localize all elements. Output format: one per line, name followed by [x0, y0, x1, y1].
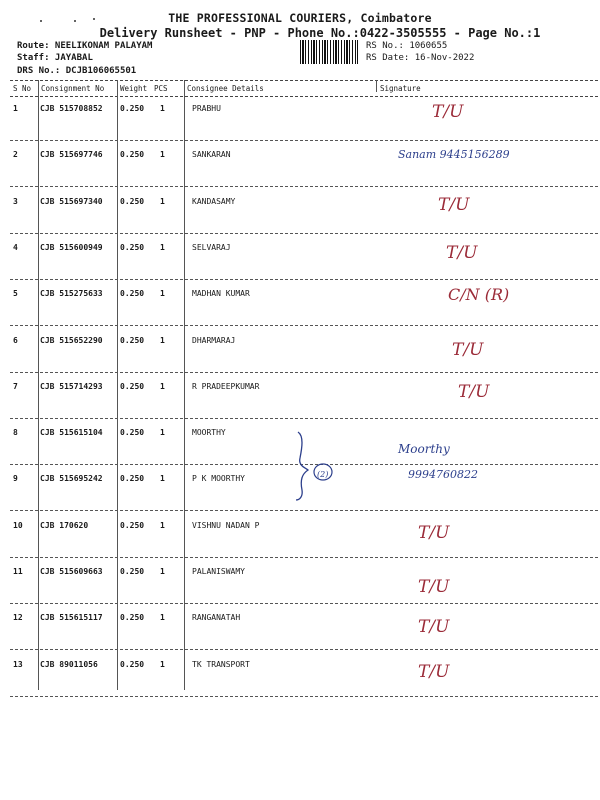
- row-sno: 4: [13, 242, 18, 252]
- row-signature: T/U: [418, 661, 450, 682]
- bracket-note: (2): [317, 470, 329, 479]
- row-separator: [10, 418, 598, 419]
- row-weight: 0.250: [120, 150, 145, 160]
- speck: [40, 20, 42, 22]
- speck: [93, 18, 95, 20]
- row-consignee: R PRADEEPKUMAR: [192, 381, 260, 391]
- row-signature: Moorthy: [398, 442, 450, 457]
- row-pcs: 1: [160, 428, 165, 438]
- row-consignment-no: CJB 515609663: [40, 567, 103, 576]
- row-signature: T/U: [418, 617, 450, 638]
- row-pcs: 1: [160, 520, 165, 530]
- row-sno: 12: [13, 613, 23, 623]
- col-header-consignment: Consignment No: [41, 84, 105, 93]
- row-consignment-no: CJB 515708852: [40, 104, 103, 113]
- speck: [74, 20, 76, 22]
- col-header-consignee: Consignee Details: [187, 84, 264, 93]
- row-pcs: 1: [160, 150, 165, 160]
- rs-date: RS Date: 16-Nov-2022: [366, 53, 475, 63]
- drs-number: DRS No.: DCJB106065501: [17, 66, 137, 76]
- row-sno: 8: [13, 428, 18, 438]
- row-weight: 0.250: [120, 613, 145, 623]
- document-title: THE PROFESSIONAL COURIERS, Coimbatore: [168, 11, 432, 25]
- row-consignment-no: CJB 515695242: [40, 474, 103, 484]
- row-sno: 7: [13, 381, 18, 391]
- row-pcs: 1: [160, 381, 165, 391]
- row-separator: [10, 279, 598, 280]
- row-weight: 0.250: [120, 104, 145, 113]
- row-consignee: KANDASAMY: [192, 196, 236, 206]
- row-sno: 10: [13, 520, 23, 530]
- row-consignment-no: CJB 515697746: [40, 150, 103, 160]
- row-pcs: 1: [160, 474, 165, 484]
- row-consignee: MADHAN KUMAR: [192, 289, 250, 299]
- row-sno: 9: [13, 474, 18, 484]
- row-consignee: TK TRANSPORT: [192, 659, 250, 669]
- row-signature: T/U: [446, 242, 478, 263]
- row-signature: C/N (R): [448, 285, 510, 305]
- row-consignee: PRABHU: [192, 104, 221, 113]
- row-consignee: SANKARAN: [192, 150, 231, 160]
- column-divider: [184, 80, 185, 690]
- row-signature: Sanam 9445156289: [398, 148, 510, 162]
- row-separator: [10, 649, 598, 650]
- row-weight: 0.250: [120, 659, 145, 669]
- row-sno: 5: [13, 289, 18, 299]
- row-sno: 13: [13, 659, 23, 669]
- row-consignment-no: CJB 515652290: [40, 335, 103, 345]
- row-separator: [10, 696, 598, 697]
- row-separator: [10, 603, 598, 604]
- row-weight: 0.250: [120, 520, 145, 530]
- header-top-rule: [10, 80, 598, 81]
- row-signature: T/U: [432, 102, 464, 122]
- row-consignment-no: CJB 515615104: [40, 428, 103, 438]
- row-weight: 0.250: [120, 196, 145, 206]
- row-pcs: 1: [160, 567, 165, 576]
- row-consignee: DHARMARAJ: [192, 335, 236, 345]
- col-header-sno: S No: [13, 84, 32, 93]
- row-consignment-no: CJB 515615117: [40, 613, 103, 623]
- row-separator: [10, 510, 598, 511]
- row-sno: 11: [13, 567, 23, 576]
- row-separator: [10, 186, 598, 187]
- col-header-weight: Weight: [120, 84, 148, 93]
- row-weight: 0.250: [120, 335, 145, 345]
- row-weight: 0.250: [120, 567, 145, 576]
- row-separator: [10, 233, 598, 234]
- row-signature: T/U: [418, 577, 450, 597]
- row-pcs: 1: [160, 659, 165, 669]
- staff-label: Staff: JAYABAL: [17, 53, 93, 63]
- row-signature: 9994760822: [408, 468, 478, 482]
- row-signature: T/U: [452, 339, 484, 360]
- row-signature: T/U: [438, 194, 470, 215]
- row-consignee: RANGANATAH: [192, 613, 241, 623]
- row-sno: 1: [13, 104, 18, 113]
- row-consignment-no: CJB 515697340: [40, 196, 103, 206]
- column-divider: [38, 80, 39, 690]
- col-header-signature: Signature: [380, 84, 421, 93]
- row-sno: 2: [13, 150, 18, 160]
- row-signature: T/U: [458, 381, 490, 402]
- row-pcs: 1: [160, 289, 165, 299]
- row-pcs: 1: [160, 613, 165, 623]
- column-divider: [376, 80, 377, 92]
- row-sno: 3: [13, 196, 18, 206]
- row-separator: [10, 140, 598, 141]
- row-weight: 0.250: [120, 381, 145, 391]
- row-consignment-no: CJB 515600949: [40, 242, 103, 252]
- col-header-pcs: PCS: [154, 84, 168, 93]
- rs-number: RS No.: 1060655: [366, 41, 448, 51]
- row-pcs: 1: [160, 104, 165, 113]
- row-consignee: SELVARAJ: [192, 242, 231, 252]
- row-consignment-no: CJB 515714293: [40, 381, 103, 391]
- row-signature: T/U: [418, 522, 450, 543]
- bracket-annotation: [290, 428, 340, 503]
- runsheet-subtitle: Delivery Runsheet - PNP - Phone No.:0422-3505555 - Page No.:1: [99, 26, 541, 40]
- route-label: Route: NEELIKONAM PALAYAM: [17, 41, 153, 51]
- row-weight: 0.250: [120, 428, 145, 438]
- row-pcs: 1: [160, 242, 165, 252]
- row-separator: [10, 325, 598, 326]
- row-consignee: P K MOORTHY: [192, 474, 245, 484]
- row-sno: 6: [13, 335, 18, 345]
- header-bottom-rule: [10, 96, 598, 97]
- row-consignee: PALANISWAMY: [192, 567, 245, 576]
- row-separator: [10, 557, 598, 558]
- row-separator: [10, 372, 598, 373]
- barcode: [300, 40, 358, 64]
- row-weight: 0.250: [120, 289, 145, 299]
- row-consignment-no: CJB 515275633: [40, 289, 103, 299]
- row-pcs: 1: [160, 335, 165, 345]
- row-consignment-no: CJB 89011056: [40, 659, 98, 669]
- column-divider: [117, 80, 118, 690]
- row-consignee: MOORTHY: [192, 428, 226, 438]
- row-consignment-no: CJB 170620: [40, 520, 89, 530]
- row-weight: 0.250: [120, 474, 145, 484]
- row-consignee: VISHNU NADAN P: [192, 520, 260, 530]
- row-weight: 0.250: [120, 242, 145, 252]
- row-pcs: 1: [160, 196, 165, 206]
